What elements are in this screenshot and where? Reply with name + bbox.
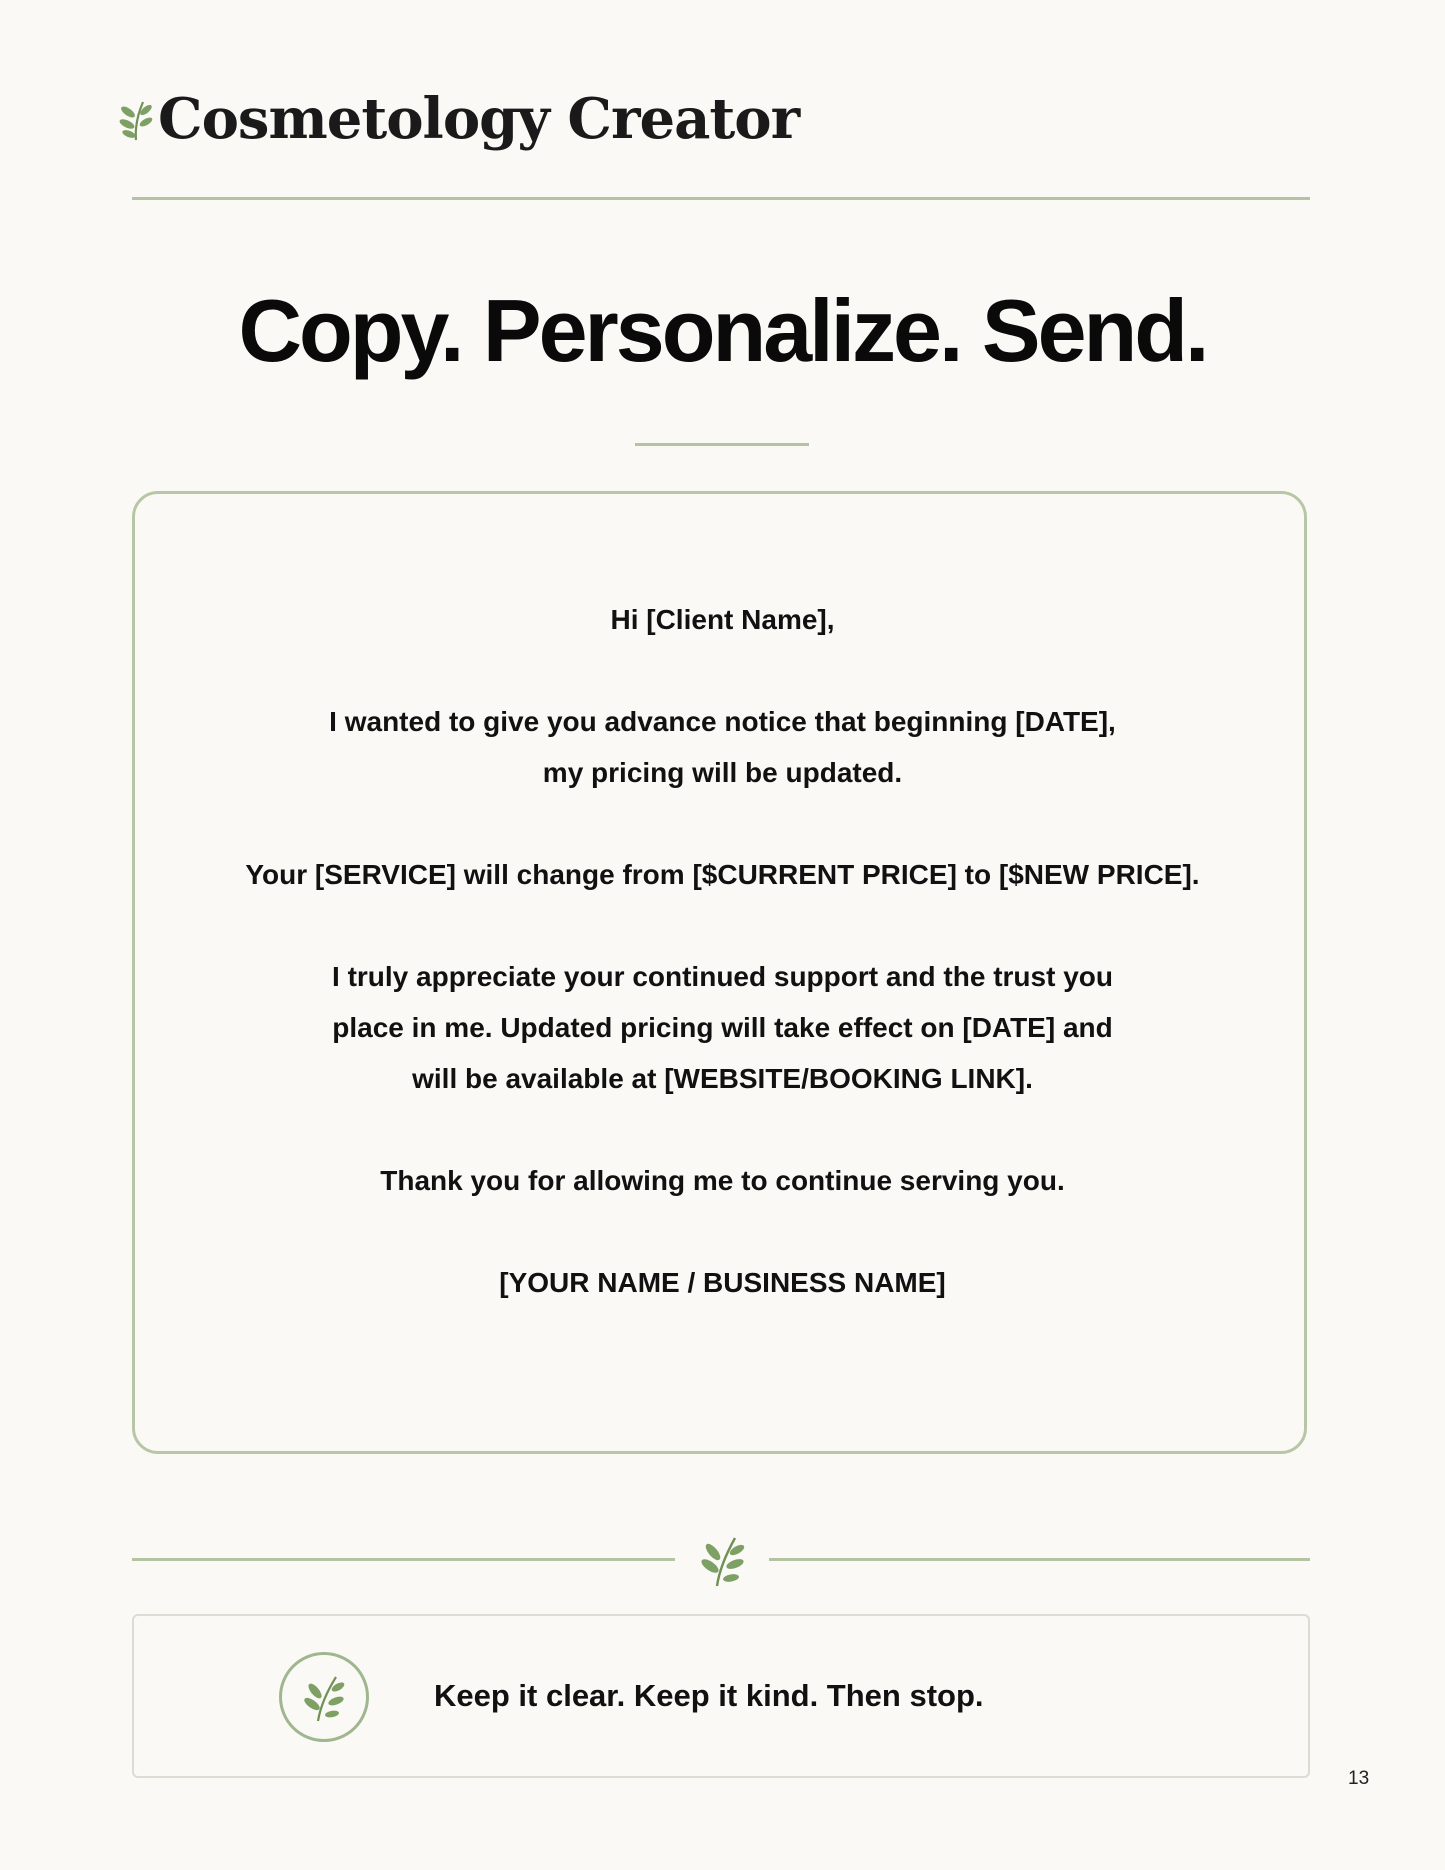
tip-icon-badge bbox=[279, 1652, 369, 1742]
divider-line-right bbox=[769, 1558, 1310, 1561]
leaf-sprig-icon bbox=[298, 1669, 350, 1725]
letter-notice-line: I wanted to give you advance notice that beginning [DATE], bbox=[329, 706, 1116, 737]
brand-logo bbox=[116, 86, 799, 152]
ornament-divider bbox=[132, 1530, 1310, 1590]
letter-template-text bbox=[0, 594, 1445, 1308]
letter-signature: [YOUR NAME / BUSINESS NAME] bbox=[499, 1267, 946, 1298]
letter-appreciation bbox=[0, 951, 1445, 1104]
letter-appreciation-line: will be available at [WEBSITE/BOOKING LINK]. bbox=[412, 1063, 1033, 1094]
tip-card bbox=[132, 1614, 1310, 1778]
letter-notice-line: my pricing will be updated. bbox=[542, 757, 903, 788]
divider-line-left bbox=[132, 1558, 675, 1561]
letter-price-change: Your [SERVICE] will change from [$CURRENT PRICE] to [$NEW PRICE]. bbox=[245, 859, 1200, 890]
brand-name: Cosmetology Creator bbox=[158, 86, 800, 152]
letter-greeting: Hi [Client Name], bbox=[610, 604, 835, 635]
page-number: 13 bbox=[1348, 1768, 1370, 1789]
header-divider bbox=[132, 197, 1310, 200]
tip-text: Keep it clear. Keep it kind. Then stop. bbox=[434, 1678, 984, 1713]
leaf-sprig-icon bbox=[116, 96, 154, 142]
letter-notice bbox=[0, 696, 1445, 798]
letter-thanks: Thank you for allowing me to continue serving you. bbox=[380, 1165, 1065, 1196]
letter-appreciation-line: place in me. Updated pricing will take effect on [DATE] and bbox=[332, 1012, 1113, 1043]
letter-appreciation-line: I truly appreciate your continued support and the trust you bbox=[332, 961, 1113, 992]
leaf-sprig-icon bbox=[695, 1530, 749, 1590]
page-title: Copy. Personalize. Send. bbox=[238, 281, 1207, 380]
title-underline bbox=[635, 443, 809, 446]
